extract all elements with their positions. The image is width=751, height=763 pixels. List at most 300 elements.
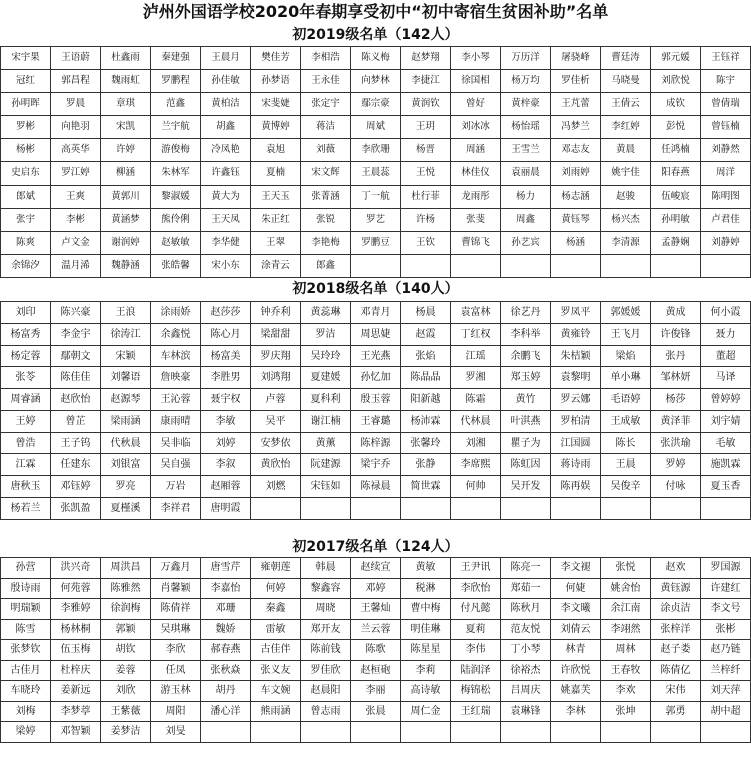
name-cell: 许俊锋 (651, 324, 701, 346)
name-cell: 赵霞 (401, 324, 451, 346)
name-cell: 曹中梅 (401, 599, 451, 620)
name-cell: 郑开友 (301, 620, 351, 641)
name-cell: 李艳梅 (301, 232, 351, 255)
name-cell: 黄竹 (501, 389, 551, 411)
name-cell: 陆润泽 (451, 661, 501, 682)
name-cell: 张菁涵 (301, 186, 351, 209)
name-cell: 肖馨颖 (151, 579, 201, 600)
name-cell: 任凤 (151, 661, 201, 682)
name-cell: 罗云娜 (551, 389, 601, 411)
name-cell: 梁宇乔 (351, 454, 401, 476)
document-title: 泸州外国语学校2020年春期享受初中“初中寄宿生贫困补助”名单 (142, 2, 609, 21)
name-cell: 魏娇 (201, 620, 251, 641)
name-cell: 邹林妍 (651, 367, 701, 389)
name-cell: 周阳 (151, 702, 201, 723)
name-cell: 兰宇航 (151, 116, 201, 139)
name-cell: 陈心月 (201, 324, 251, 346)
name-cell: 曾钰楠 (701, 116, 751, 139)
name-cell: 简世霖 (401, 476, 451, 498)
name-cell: 刘梅 (1, 702, 51, 723)
name-cell: 彭悦 (651, 116, 701, 139)
name-cell: 郝春燕 (201, 640, 251, 661)
name-cell: 张坤 (601, 702, 651, 723)
name-cell: 黎淑媛 (151, 186, 201, 209)
name-cell: 宋凯 (101, 116, 151, 139)
name-cell: 赵续宣 (351, 558, 401, 579)
name-cell: 万历洋 (501, 47, 551, 70)
empty-cell (301, 498, 351, 520)
name-cell: 姜梦洁 (101, 722, 151, 743)
name-cell: 曹廷涛 (601, 47, 651, 70)
name-cell: 徐国相 (451, 70, 501, 93)
name-cell: 王沁蓉 (151, 389, 201, 411)
name-cell: 王晨蕊 (351, 162, 401, 185)
name-cell: 毛语婷 (601, 389, 651, 411)
empty-cell (701, 255, 751, 278)
empty-cell (501, 722, 551, 743)
name-cell: 柳涵 (101, 162, 151, 185)
name-cell: 吕周庆 (501, 681, 551, 702)
name-cell: 何小霞 (701, 302, 751, 324)
name-cell: 刘雨婷 (551, 162, 601, 185)
name-cell: 卢君佳 (701, 209, 751, 232)
name-cell: 黄钰琴 (551, 209, 601, 232)
name-cell: 唐雪芹 (201, 558, 251, 579)
name-cell: 张焰 (401, 346, 451, 368)
name-cell: 钟乔利 (251, 302, 301, 324)
empty-cell (551, 255, 601, 278)
name-cell: 周斌 (351, 116, 401, 139)
name-cell: 游俊梅 (151, 139, 201, 162)
name-cell: 孟静娴 (651, 232, 701, 255)
name-cell: 郎鑫 (301, 255, 351, 278)
name-cell: 黄郭川 (101, 186, 151, 209)
name-cell: 杨富美 (201, 346, 251, 368)
name-cell: 杨沛霖 (401, 411, 451, 433)
name-cell: 许建红 (701, 579, 751, 600)
name-cell: 古佳月 (1, 661, 51, 682)
name-cell: 杨林桐 (51, 620, 101, 641)
name-cell: 丁小琴 (501, 640, 551, 661)
name-cell: 陈再娱 (551, 476, 601, 498)
name-cell: 罗江婷 (51, 162, 101, 185)
name-cell: 袁富林 (451, 302, 501, 324)
name-cell: 付凡懿 (451, 599, 501, 620)
name-cell: 江国圆 (551, 433, 601, 455)
name-cell: 丁红权 (451, 324, 501, 346)
name-cell: 代林晨 (451, 411, 501, 433)
name-cell: 黄雍铃 (551, 324, 601, 346)
empty-cell (701, 722, 751, 743)
name-cell: 夏槿溪 (101, 498, 151, 520)
name-cell: 阳新越 (401, 389, 451, 411)
name-cell: 杨兴杰 (601, 209, 651, 232)
name-cell: 何婕 (551, 579, 601, 600)
name-cell: 瞿子为 (501, 433, 551, 455)
name-cell: 林佳仪 (451, 162, 501, 185)
name-cell: 梁婷 (1, 722, 51, 743)
name-cell: 高诗敏 (401, 681, 451, 702)
name-cell: 李梦葶 (51, 702, 101, 723)
name-cell: 秦鑫 (251, 599, 301, 620)
name-cell: 陈前钱 (301, 640, 351, 661)
name-cell: 税淋 (401, 579, 451, 600)
name-cell: 李欣 (151, 640, 201, 661)
name-cell: 罗洁 (301, 324, 351, 346)
name-cell: 梁焰 (601, 346, 651, 368)
name-cell: 刘倩云 (551, 620, 601, 641)
name-cell: 袁丽晨 (501, 162, 551, 185)
name-cell: 毛敏 (701, 433, 751, 455)
name-cell: 孙明敏 (651, 209, 701, 232)
empty-cell (551, 498, 601, 520)
name-cell: 罗彬 (1, 116, 51, 139)
name-cell: 许鑫钰 (201, 162, 251, 185)
name-cell: 余江南 (601, 599, 651, 620)
name-cell: 王晨月 (201, 47, 251, 70)
name-table (0, 557, 751, 743)
name-cell: 李莉 (401, 661, 451, 682)
name-cell: 吴琪琳 (151, 620, 201, 641)
name-cell: 安梦依 (251, 433, 301, 455)
name-cell: 冷凤艳 (201, 139, 251, 162)
name-cell: 黄成 (651, 302, 701, 324)
name-cell: 向艳羽 (51, 116, 101, 139)
name-cell: 宋斐婕 (251, 93, 301, 116)
name-cell: 赵桓砲 (351, 661, 401, 682)
name-cell: 温月浠 (51, 255, 101, 278)
empty-cell (401, 255, 451, 278)
name-cell: 刘鸿翔 (251, 367, 301, 389)
name-cell: 郑茹一 (501, 579, 551, 600)
name-cell: 王天玉 (251, 186, 301, 209)
name-cell: 涂雨娇 (151, 302, 201, 324)
name-cell: 黄泽菲 (651, 411, 701, 433)
name-cell: 张斐 (451, 209, 501, 232)
name-cell: 李文曦 (551, 599, 601, 620)
name-cell: 李席熙 (451, 454, 501, 476)
name-cell: 卢文金 (51, 232, 101, 255)
empty-cell (651, 722, 701, 743)
empty-cell (401, 722, 451, 743)
name-cell: 赵乃链 (701, 640, 751, 661)
name-cell: 周涵 (451, 139, 501, 162)
name-cell: 李伟 (451, 640, 501, 661)
name-cell: 王尹讯 (451, 558, 501, 579)
name-cell: 吴非临 (151, 433, 201, 455)
section-heading: 初2017级名单（124人） (292, 539, 459, 555)
name-cell: 罗国源 (701, 558, 751, 579)
name-cell: 杨晨 (401, 302, 451, 324)
name-cell: 余鹏飞 (501, 346, 551, 368)
name-cell: 曹锦飞 (451, 232, 501, 255)
name-cell: 朱桔颖 (551, 346, 601, 368)
name-cell: 黎鑫容 (301, 579, 351, 600)
name-cell: 张晨 (351, 702, 401, 723)
name-cell: 罗亮 (101, 476, 151, 498)
name-cell: 张苓 (1, 367, 51, 389)
name-cell: 兰云蓉 (351, 620, 401, 641)
empty-cell (501, 255, 551, 278)
name-cell: 姚舍怡 (601, 579, 651, 600)
name-cell: 王玥 (401, 116, 451, 139)
name-cell: 杨晋 (401, 139, 451, 162)
name-cell: 赵子娄 (651, 640, 701, 661)
name-cell: 陈晶晶 (401, 367, 451, 389)
name-cell: 陈梓源 (351, 433, 401, 455)
name-cell: 曾浩 (1, 433, 51, 455)
section-heading: 初2018级名单（140人） (292, 281, 459, 297)
name-cell: 王倩云 (601, 93, 651, 116)
name-cell: 曾好 (451, 93, 501, 116)
name-cell: 曾芷 (51, 411, 101, 433)
name-cell: 李欣怡 (451, 579, 501, 600)
name-cell: 梁甜甜 (251, 324, 301, 346)
name-cell: 刘印 (1, 302, 51, 324)
name-cell: 黄大为 (201, 186, 251, 209)
name-cell: 任鸿楠 (651, 139, 701, 162)
name-cell: 王语蔚 (51, 47, 101, 70)
name-cell: 赵骏 (601, 186, 651, 209)
name-cell: 郑玉婷 (501, 367, 551, 389)
name-cell: 黄润钦 (401, 93, 451, 116)
name-cell: 袁旭 (251, 139, 301, 162)
name-cell: 陈霜 (451, 389, 501, 411)
name-cell: 何婷 (251, 579, 301, 600)
name-cell: 罗鹏豆 (351, 232, 401, 255)
name-cell: 邓智颖 (51, 722, 101, 743)
name-cell: 刘宇婧 (701, 411, 751, 433)
name-cell: 周睿涵 (1, 389, 51, 411)
name-cell: 姚嘉芙 (551, 681, 601, 702)
name-cell: 夏莉 (451, 620, 501, 641)
name-cell: 车林滨 (151, 346, 201, 368)
name-cell: 王爽 (51, 186, 101, 209)
name-cell: 许婷 (101, 139, 151, 162)
name-cell: 李叙 (201, 454, 251, 476)
name-cell: 游玉林 (151, 681, 201, 702)
name-cell: 唐秋玉 (1, 476, 51, 498)
empty-cell (201, 722, 251, 743)
name-cell: 杜行菲 (401, 186, 451, 209)
name-cell: 阳春燕 (651, 162, 701, 185)
name-cell: 范友悦 (501, 620, 551, 641)
name-cell: 代秋晨 (101, 433, 151, 455)
name-cell: 吴俊辛 (601, 476, 651, 498)
name-cell: 殷玉蓉 (351, 389, 401, 411)
name-cell: 夏楠 (251, 162, 301, 185)
name-cell: 王浪 (101, 302, 151, 324)
name-cell: 郭昌程 (51, 70, 101, 93)
name-cell: 龙雨彤 (451, 186, 501, 209)
name-cell: 孙艺宾 (501, 232, 551, 255)
name-cell: 曾倩瑞 (701, 93, 751, 116)
name-cell: 宋伟 (651, 681, 701, 702)
name-cell: 黄晨 (601, 139, 651, 162)
name-cell: 赵厢蓉 (201, 476, 251, 498)
name-cell: 李欢 (601, 681, 651, 702)
name-cell: 陈爽 (1, 232, 51, 255)
name-cell: 刘旻 (151, 722, 201, 743)
name-cell: 许杨 (401, 209, 451, 232)
name-cell: 余鑫悦 (151, 324, 201, 346)
name-cell: 邓珊 (201, 599, 251, 620)
name-cell: 郭元媛 (651, 47, 701, 70)
name-cell: 陈雪 (1, 620, 51, 641)
empty-cell (701, 498, 751, 520)
name-cell: 黄欣怡 (251, 454, 301, 476)
name-cell: 李文褪 (551, 558, 601, 579)
name-cell: 罗佳欣 (301, 661, 351, 682)
empty-cell (401, 498, 451, 520)
name-cell: 唐明霞 (201, 498, 251, 520)
name-cell: 陈歌 (351, 640, 401, 661)
name-cell: 张悦 (601, 558, 651, 579)
name-cell: 刘燃 (251, 476, 301, 498)
name-cell: 周鑫 (501, 209, 551, 232)
name-cell: 陈兴豪 (51, 302, 101, 324)
name-cell: 阮建源 (301, 454, 351, 476)
name-cell: 郎斌 (1, 186, 51, 209)
name-cell: 魏静涵 (101, 255, 151, 278)
name-cell: 高英华 (51, 139, 101, 162)
name-cell: 王春牧 (601, 661, 651, 682)
name-cell: 李祥君 (151, 498, 201, 520)
name-cell: 施凯霖 (701, 454, 751, 476)
name-cell: 杨力 (501, 186, 551, 209)
name-table (0, 301, 751, 520)
name-cell: 聂宇权 (201, 389, 251, 411)
name-cell: 王睿璐 (351, 411, 401, 433)
name-cell: 何苑蓉 (51, 579, 101, 600)
name-cell: 万岩 (151, 476, 201, 498)
name-cell: 赵敏敏 (151, 232, 201, 255)
name-cell: 王馨灿 (351, 599, 401, 620)
name-cell: 陈长 (601, 433, 651, 455)
name-cell: 雍朝莲 (251, 558, 301, 579)
name-cell: 孙梦语 (251, 70, 301, 93)
name-cell: 李胜男 (201, 367, 251, 389)
empty-cell (601, 255, 651, 278)
name-cell: 张皓馨 (151, 255, 201, 278)
name-cell: 王婷 (1, 411, 51, 433)
name-cell: 徐涛江 (101, 324, 151, 346)
name-cell: 吴玲玲 (301, 346, 351, 368)
name-cell: 李雅婷 (51, 599, 101, 620)
name-cell: 黄蕊琳 (301, 302, 351, 324)
name-cell: 胡丹 (201, 681, 251, 702)
name-cell: 张凯盈 (51, 498, 101, 520)
name-cell: 陈雅然 (101, 579, 151, 600)
name-cell: 张梓洋 (651, 620, 701, 641)
empty-cell (501, 498, 551, 520)
empty-cell (351, 722, 401, 743)
name-cell: 屠骁峰 (551, 47, 601, 70)
name-cell: 鄢朝文 (51, 346, 101, 368)
name-cell: 胡鑫 (201, 116, 251, 139)
name-cell: 罗艺 (351, 209, 401, 232)
name-cell: 黄博婷 (251, 116, 301, 139)
name-cell: 熊雨涵 (251, 702, 301, 723)
empty-cell (351, 255, 401, 278)
name-cell: 孙佳敏 (201, 70, 251, 93)
name-cell: 罗湘 (451, 367, 501, 389)
name-cell: 兰梓纤 (701, 661, 751, 682)
empty-cell (351, 498, 401, 520)
name-cell: 刘薇 (301, 139, 351, 162)
name-cell: 明瑞颖 (1, 599, 51, 620)
name-cell: 刘欣 (101, 681, 151, 702)
name-cell: 谢润婷 (101, 232, 151, 255)
name-cell: 李捷江 (401, 70, 451, 93)
name-cell: 姜蓉 (101, 661, 151, 682)
name-cell: 杨彬 (1, 139, 51, 162)
name-cell: 张馨玲 (401, 433, 451, 455)
name-cell: 袁琳锋 (501, 702, 551, 723)
name-cell: 张梦钦 (1, 640, 51, 661)
name-cell: 李小琴 (451, 47, 501, 70)
name-cell: 杨若兰 (1, 498, 51, 520)
name-cell: 蒋诗雨 (551, 454, 601, 476)
name-cell: 王悦 (401, 162, 451, 185)
name-cell: 魏雨虹 (101, 70, 151, 93)
name-cell: 古佳伴 (251, 640, 301, 661)
name-cell: 李相浩 (301, 47, 351, 70)
name-cell: 李林 (551, 702, 601, 723)
name-cell: 黄柏洁 (201, 93, 251, 116)
name-cell: 罗鹏程 (151, 70, 201, 93)
name-cell: 陈宇 (701, 70, 751, 93)
name-cell: 涂贞洁 (651, 599, 701, 620)
name-cell: 秦建强 (151, 47, 201, 70)
name-cell: 伍玉梅 (51, 640, 101, 661)
name-cell: 陈佳佳 (51, 367, 101, 389)
name-cell: 张洪瑜 (651, 433, 701, 455)
name-cell: 冯梦兰 (551, 116, 601, 139)
name-cell: 张宇 (1, 209, 51, 232)
name-cell: 罗庆翔 (251, 346, 301, 368)
name-cell: 宋文辉 (301, 162, 351, 185)
name-cell: 付咏 (651, 476, 701, 498)
name-cell: 雷敏 (251, 620, 301, 641)
name-cell: 陈倩亿 (651, 661, 701, 682)
name-cell: 何帅 (451, 476, 501, 498)
name-cell: 李清源 (601, 232, 651, 255)
name-table (0, 46, 751, 278)
name-cell: 黄梓豪 (501, 93, 551, 116)
name-cell: 邓青月 (351, 302, 401, 324)
name-cell: 卢蓉 (251, 389, 301, 411)
name-cell: 陈虹因 (501, 454, 551, 476)
name-cell: 袁黎明 (551, 367, 601, 389)
name-cell: 赵欣怡 (51, 389, 101, 411)
name-cell: 许欣悦 (551, 661, 601, 682)
name-cell: 樊佳芳 (251, 47, 301, 70)
empty-cell (451, 498, 501, 520)
name-cell: 夏玉香 (701, 476, 751, 498)
name-cell: 刘天萍 (701, 681, 751, 702)
name-cell: 陈亮一 (501, 558, 551, 579)
name-cell: 周仁金 (401, 702, 451, 723)
name-cell: 赵源琴 (101, 389, 151, 411)
name-cell: 刘冰冰 (451, 116, 501, 139)
name-cell: 冠红 (1, 70, 51, 93)
name-cell: 陈义梅 (351, 47, 401, 70)
name-cell: 胡钦 (101, 640, 151, 661)
empty-cell (451, 255, 501, 278)
name-cell: 万鑫月 (151, 558, 201, 579)
name-cell: 罗凤平 (551, 302, 601, 324)
